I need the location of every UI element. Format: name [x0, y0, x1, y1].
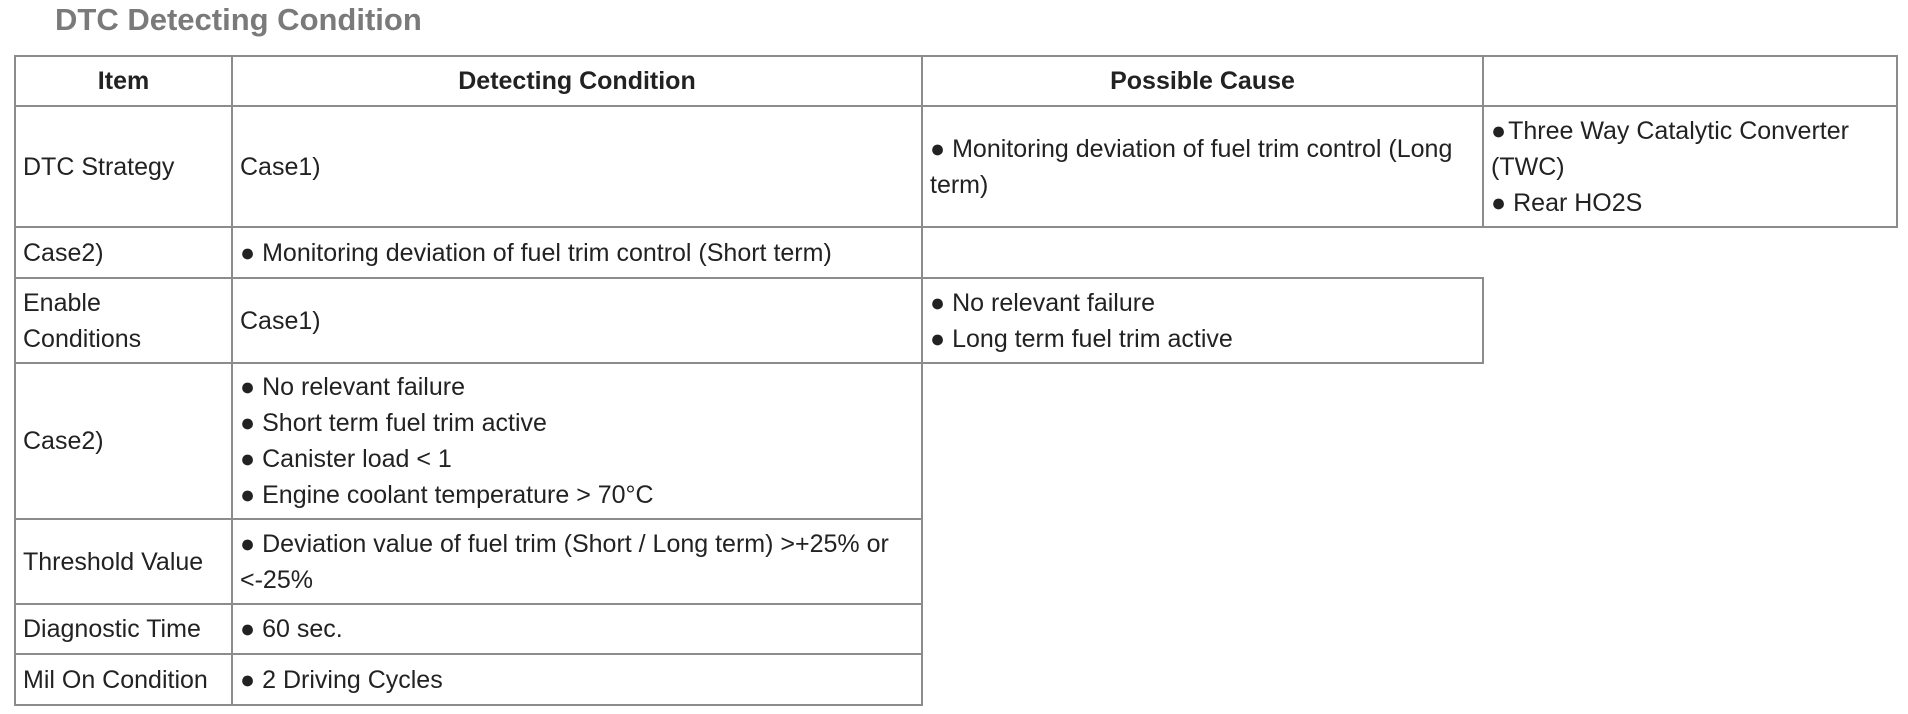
header-detecting-label: Detecting Condition	[458, 67, 696, 95]
item-label: Enable Conditions	[23, 288, 142, 353]
row-mil-on-item	[14, 653, 233, 706]
extra-list	[1491, 113, 1889, 221]
list-item-label: Three Way Catalytic Converter (TWC)	[1491, 116, 1849, 181]
bullet: ●	[240, 615, 256, 643]
item-label: Diagnostic Time	[23, 615, 201, 643]
item-label: DTC Strategy	[23, 152, 175, 181]
page-title: DTC Detecting Condition	[55, 2, 422, 37]
row-dtc-case2-detecting	[231, 226, 923, 279]
list-item	[240, 369, 654, 405]
list-item-label: Canister load < 1	[262, 445, 452, 473]
header-blank	[1482, 55, 1898, 107]
bullet: ●	[930, 288, 946, 317]
row-enable-case2-detecting	[231, 362, 923, 520]
bullet: ●	[240, 481, 256, 509]
cause-text	[930, 131, 1475, 203]
row-threshold-item	[14, 518, 233, 605]
bullet: ●	[240, 238, 256, 267]
row-enable-conditions-cause	[921, 277, 1484, 364]
row-enable-conditions-detecting	[231, 277, 923, 364]
row-dtc-strategy-detecting	[231, 105, 923, 228]
list-item	[240, 441, 654, 477]
row-threshold-detecting	[231, 518, 923, 605]
detecting-label: Monitoring deviation of fuel trim control (Short term)	[262, 238, 832, 267]
list-item-label: Long term fuel trim active	[952, 324, 1233, 353]
header-cause-label: Possible Cause	[1110, 67, 1295, 95]
detecting-text	[240, 611, 343, 647]
row-enable-case2-item	[14, 362, 233, 520]
item-label: Mil On Condition	[23, 665, 208, 694]
row-dtc-case2-item	[14, 226, 233, 279]
list-item	[240, 405, 654, 441]
list-item	[1491, 113, 1889, 185]
detecting-text	[240, 526, 914, 598]
list-item-label: Short term fuel trim active	[262, 409, 547, 437]
bullet: ●	[240, 529, 256, 558]
cause-list	[930, 285, 1233, 357]
bullet: ●	[240, 445, 256, 473]
row-dtc-strategy-extra	[1482, 105, 1898, 228]
row-enable-conditions-item	[14, 277, 233, 364]
row-mil-on-detecting	[231, 653, 923, 706]
row-diagnostic-time-detecting	[231, 603, 923, 655]
detecting-label: 2 Driving Cycles	[262, 665, 443, 694]
list-item-label: No relevant failure	[952, 288, 1155, 317]
bullet: ●	[240, 665, 256, 694]
detecting-label: 60 sec.	[262, 615, 343, 643]
list-item-label: No relevant failure	[262, 373, 465, 401]
detecting-text	[240, 235, 832, 271]
detecting-list	[240, 369, 654, 513]
header-possible-cause	[921, 55, 1484, 107]
bullet: ●	[1491, 188, 1507, 217]
bullet: ●	[930, 134, 946, 163]
bullet: ●	[1491, 116, 1507, 145]
detecting-label: Case1)	[240, 306, 321, 335]
cause-label: Monitoring deviation of fuel trim control (Long term)	[930, 134, 1453, 199]
bullet: ●	[930, 324, 946, 353]
list-item	[930, 321, 1233, 357]
item-label: Case2)	[23, 238, 104, 267]
list-item	[240, 477, 654, 513]
list-item	[930, 285, 1233, 321]
list-item-label: Rear HO2S	[1513, 188, 1643, 217]
row-diagnostic-time-item	[14, 603, 233, 655]
detecting-label: Case1)	[240, 152, 321, 181]
detecting-label: Deviation value of fuel trim (Short / Long term) >+25% or <-25%	[240, 529, 889, 594]
item-label: Threshold Value	[23, 547, 204, 576]
header-item-label: Item	[97, 67, 150, 95]
row-dtc-strategy-cause	[921, 105, 1484, 228]
bullet: ●	[240, 373, 256, 401]
header-detecting-condition	[231, 55, 923, 107]
list-item-label: Engine coolant temperature > 70°C	[262, 481, 654, 509]
list-item	[1491, 185, 1889, 221]
bullet: ●	[240, 409, 256, 437]
detecting-text	[240, 662, 443, 698]
header-item	[14, 55, 233, 107]
item-label: Case2)	[23, 427, 104, 455]
row-dtc-strategy-item	[14, 105, 233, 228]
